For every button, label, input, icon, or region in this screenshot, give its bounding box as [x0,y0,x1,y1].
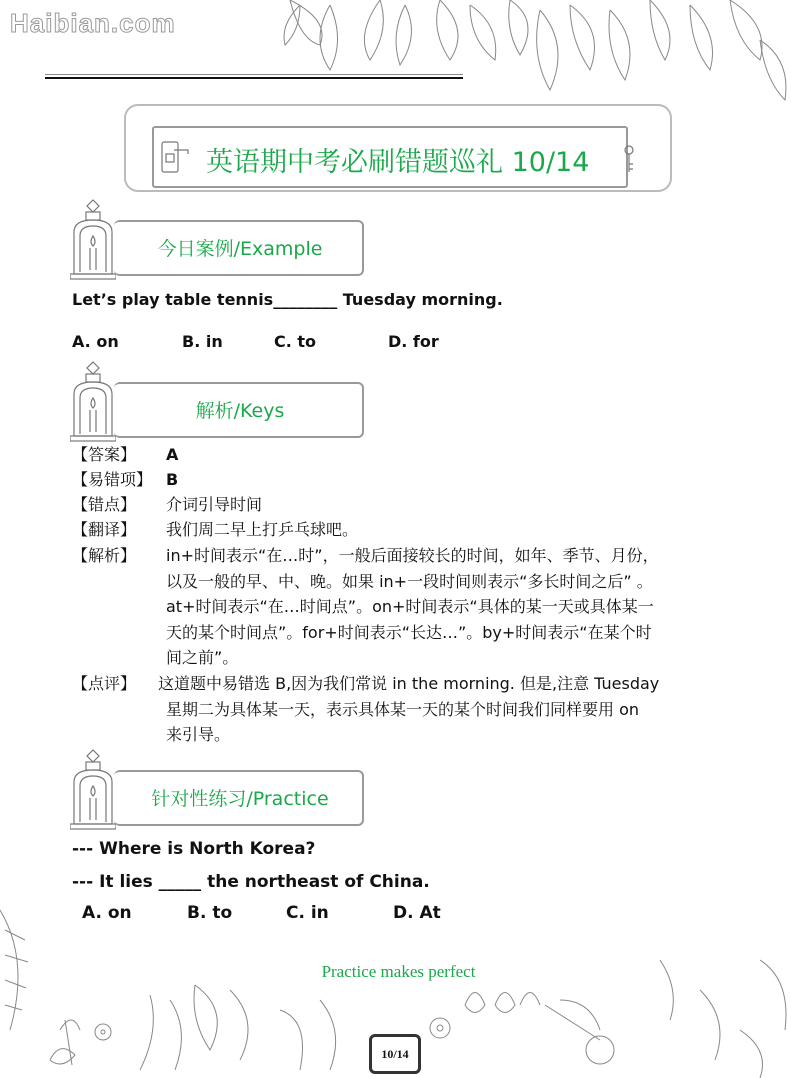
analysis-line: 以及一般的早、中、晚。如果 in+一段时间则表示“多长时间之后” 。 [166,571,653,591]
key-icon [622,144,636,174]
answer-value: A [166,445,179,464]
analysis-line: in+时间表示“在…时”，一般后面接较长的时间，如年、季节、月份， [166,546,659,565]
comment-line: 这道题中易错选 B,因为我们常说 in the morning. 但是,注意 Tuesday [158,674,660,693]
practice-line-2: --- It lies _____ the northeast of China. [72,872,430,892]
leaf-decoration-top-icon [270,0,791,110]
distractor-tag: 【易错项】 [72,470,153,489]
error-point-value: 介词引导时间 [166,495,263,514]
practice-option-c: C. in [286,903,329,923]
practice-line-1: --- Where is North Korea? [72,839,316,859]
analysis-line: 间之前”。 [166,648,239,667]
comment-line: 星期二为具体某一天，表示具体某一天的某个时间我们同样要用 on [166,699,640,719]
example-option-d: D. for [388,332,439,351]
section-header-example [70,198,366,280]
lock-plate-icon [160,140,190,176]
comment-line: 来引导。 [166,725,231,744]
lantern-icon [70,198,116,280]
lantern-icon [70,748,116,830]
section-title-keys: 解析/Keys [195,400,285,422]
section-header-practice [70,748,366,830]
answer-tag: 【答案】 [72,445,137,464]
page-number: 10/14 [369,1034,421,1074]
practice-option-a: A. on [82,903,132,923]
analysis-line: at+时间表示“在…时间点”。on+时间表示“具体的某一天或具体某一 [166,597,654,616]
section-title-example: 今日案例/Example [157,238,323,260]
translation-tag: 【翻译】 [72,520,137,539]
section-title-practice: 针对性练习/Practice [151,788,329,810]
footer-motto: Practice makes perfect [321,962,476,981]
example-question: Let’s play table tennis________ Tuesday morning. [72,290,503,309]
site-watermark: Haibian.com [10,8,176,38]
section-header-keys [70,360,366,442]
distractor-value: B [166,470,179,489]
practice-option-b: B. to [187,903,233,923]
example-option-a: A. on [72,332,119,351]
example-option-b: B. in [182,332,223,351]
analysis-line: 天的某个时间点”。for+时间表示“长达…”。by+时间表示“在某个时 [166,622,652,642]
translation-value: 我们周二早上打乒乓球吧。 [166,520,359,539]
analysis-tag: 【解析】 [72,546,137,565]
page-title: 英语期中考必刷错题巡礼 10/14 [206,147,590,178]
comment-tag: 【点评】 [72,674,137,693]
error-point-tag: 【错点】 [72,495,137,514]
practice-option-d: D. At [393,903,441,923]
example-option-c: C. to [274,332,317,351]
lantern-icon [70,360,116,442]
